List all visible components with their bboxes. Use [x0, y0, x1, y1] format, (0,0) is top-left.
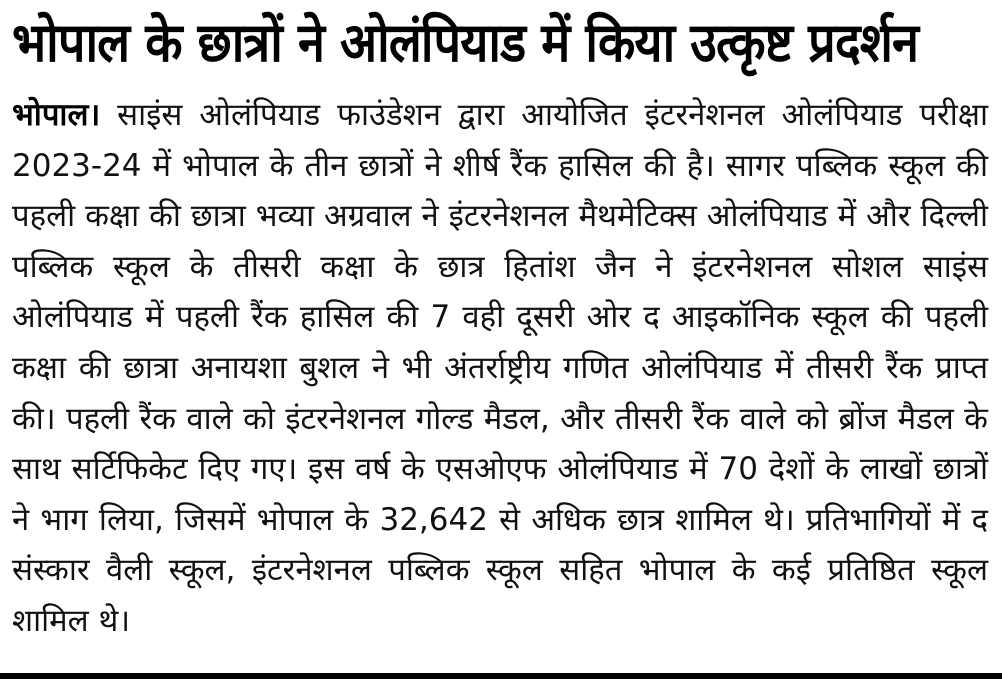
- article-body: [12, 90, 988, 647]
- article-body-text: साइंस ओलंपियाड फाउंडेशन द्वारा आयोजित इंटरनेशनल ओलंपियाड परीक्षा 2023-24 में भोपाल के तीन छात्रों ने शीर्ष रैंक हासिल की है। सागर पब्लिक स्कूल की पहली कक्षा की छात्रा भव्या अग्रवाल ने इंटरनेशनल मैथमेटिक्स ओलंपियाड में और दिल्ली पब्लिक स्कूल के तीसरी कक्षा के छात्र हितांश जैन ने इंटरनेशनल सोशल साइंस ओलंपियाड में पहली रैंक हासिल की 7 वही दूसरी ओर द आइकॉनिक स्कूल की पहली कक्षा की छात्रा अनायशा बुशल ने भी अंतर्राष्ट्रीय गणित ओलंपियाड में तीसरी रैंक प्राप्त की। पहली रैंक वाले को इंटरनेशनल गोल्ड मैडल, और तीसरी रैंक वाले को ब्रोंज मैडल के साथ सर्टिफिकेट दिए गए। इस वर्ष के एसओएफ ओलंपियाड में 70 देशों के लाखों छात्रों ने भाग लिया, जिसमें भोपाल के 32,642 से अधिक छात्र शामिल थे। प्रतिभागियों में द संस्कार वैली स्कूल, इंटरनेशनल पब्लिक स्कूल सहित भोपाल के कई प्रतिष्ठित स्कूल शामिल थे।: [12, 97, 988, 639]
- article-dateline: भोपाल।: [12, 97, 101, 133]
- bottom-rule: [0, 673, 1002, 679]
- article-headline: भोपाल के छात्रों ने ओलंपियाड में किया उत्कृष्ट प्रदर्शन: [12, 11, 919, 74]
